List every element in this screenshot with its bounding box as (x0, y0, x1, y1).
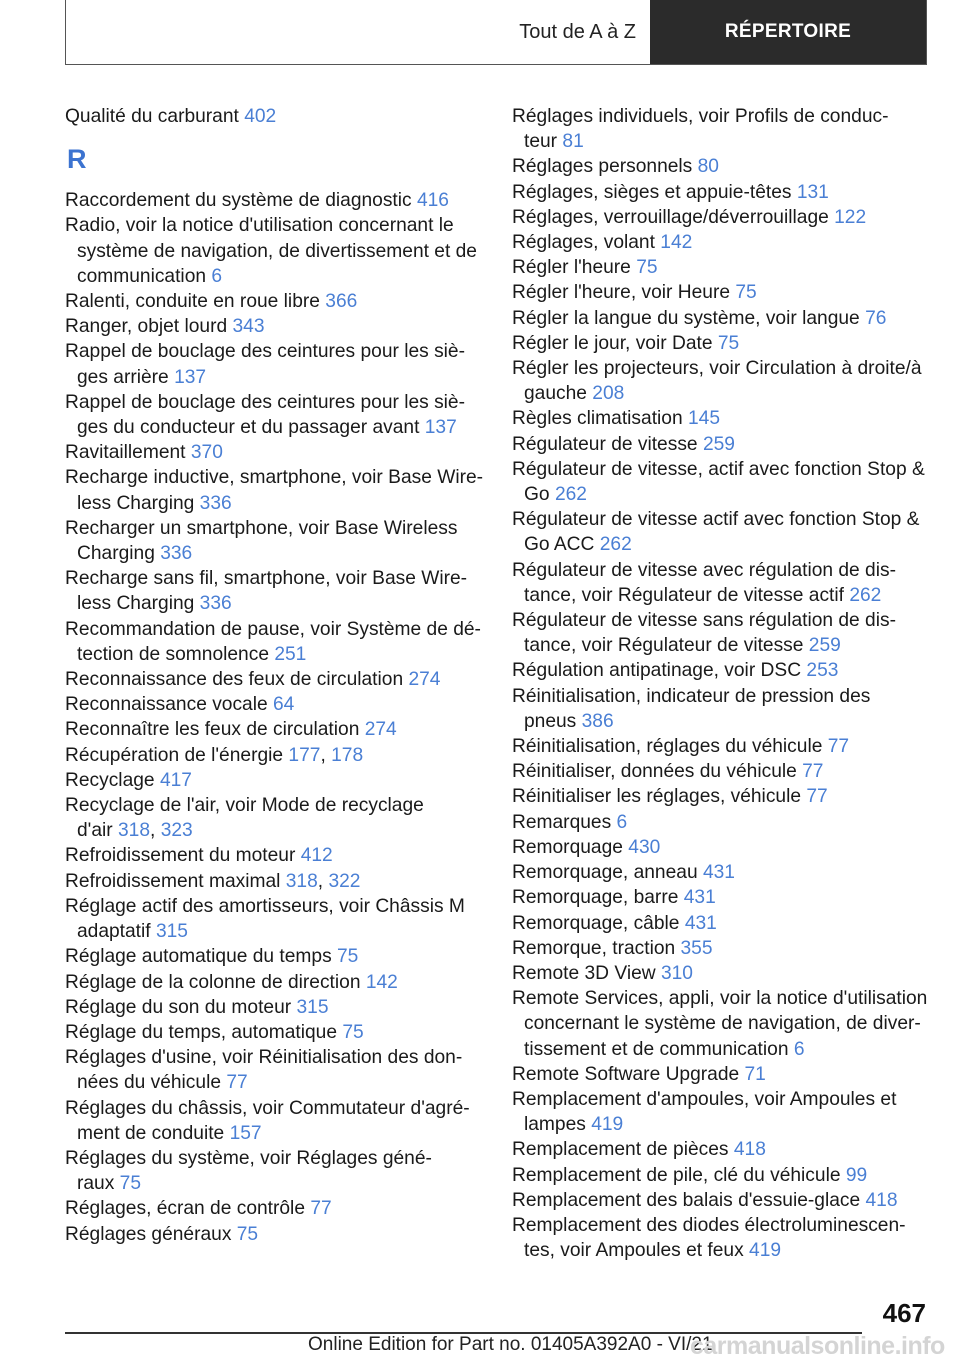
index-entry (512, 104, 932, 154)
page-link[interactable]: 75 (735, 282, 757, 304)
entry-text: Rappel de bouclage des ceintures pour les siè- (65, 341, 465, 363)
index-entry (512, 1213, 932, 1263)
page-link[interactable]: 418 (733, 1139, 766, 1161)
index-entry (65, 843, 480, 868)
page-link[interactable]: 318 (118, 820, 151, 842)
entry-text: Remote 3D View (512, 962, 656, 984)
entry-text: d'air (77, 820, 113, 842)
page-link[interactable]: 137 (424, 417, 457, 439)
page-link[interactable]: 81 (562, 131, 584, 153)
entry-text: tance, voir Régulateur de vitesse actif (524, 584, 844, 606)
entry-text: Régulateur de vitesse avec régulation de dis- (512, 559, 896, 581)
entry-text: Remorquage, barre (512, 887, 679, 909)
page-link[interactable]: 336 (199, 492, 232, 514)
index-column-right (512, 104, 932, 1263)
entry-text: concernant le système de navigation, de diver- (524, 1013, 921, 1035)
page-link[interactable]: 431 (702, 862, 735, 884)
entry-text: less Charging (77, 593, 195, 615)
index-entry: Recyclage de l'air, voir Mode de recyclage d'air 318, 323 (65, 795, 424, 842)
index-entry (65, 314, 480, 339)
entry-text: Régler les projecteurs, voir Circulation à droite/à (512, 358, 922, 380)
entry-text: Radio, voir la notice d'utilisation concernant le (65, 215, 454, 237)
entry-text: Réglages individuels, voir Profils de conduc- (512, 106, 889, 127)
entry-text: Réinitialisation, réglages du véhicule (512, 736, 823, 758)
page-link[interactable]: 336 (199, 593, 232, 615)
entry-text: système de navigation, de divertissement et de (77, 240, 477, 262)
page-number: 467 (882, 1298, 926, 1328)
page-link[interactable]: 402 (244, 106, 277, 127)
index-entry (512, 911, 932, 936)
entry-text: Régulateur de vitesse, actif avec fonction Stop & (512, 458, 925, 480)
entry-text: Remplacement des diodes électroluminescen- (512, 1214, 906, 1236)
page-link[interactable]: 77 (310, 1198, 332, 1220)
page-link[interactable]: 208 (592, 383, 625, 405)
page-link[interactable]: 6 (211, 265, 223, 287)
index-entry (65, 440, 480, 465)
page-link[interactable]: 76 (865, 307, 887, 329)
header-tabs (65, 0, 927, 65)
index-entry (512, 306, 932, 331)
page-link[interactable]: 142 (660, 232, 693, 254)
entry-text: Reconnaître les feux de circulation (65, 719, 360, 741)
page-link[interactable]: 253 (806, 660, 839, 682)
index-entry (512, 406, 932, 431)
index-entry (512, 684, 932, 734)
page-link[interactable]: 274 (364, 719, 397, 741)
index-entry (512, 558, 932, 608)
entry-text: Refroidissement maximal (65, 870, 281, 892)
page-link[interactable]: 80 (697, 156, 719, 178)
page-link[interactable]: 310 (660, 962, 693, 984)
page-link[interactable]: 75 (236, 1223, 259, 1245)
page-link[interactable]: 6 (616, 811, 628, 833)
page-link[interactable]: 259 (808, 635, 841, 657)
page-link[interactable]: 75 (119, 1173, 142, 1195)
index-entry (512, 608, 932, 658)
page-link[interactable]: 122 (834, 206, 867, 228)
page-link[interactable]: 416 (416, 190, 449, 212)
entry-text: adaptatif (77, 921, 151, 943)
entry-text: Recharge inductive, smartphone, voir Base Wire- (65, 467, 484, 489)
entry-text: Réglage de la colonne de direction (65, 971, 361, 993)
index-entry (65, 1196, 480, 1221)
page-link[interactable]: 99 (845, 1164, 868, 1186)
page-link[interactable]: 336 (160, 543, 193, 565)
entry-text: teur (524, 131, 558, 153)
entry-text: Réglages, écran de contrôle (65, 1198, 305, 1220)
page-link[interactable]: 77 (226, 1072, 248, 1094)
index-entry (512, 759, 932, 784)
tab-index[interactable]: RÉPERTOIRE (650, 0, 926, 64)
page-link[interactable]: 366 (325, 291, 358, 313)
page-link[interactable]: 75 (337, 946, 359, 968)
entry-text: tes, voir Ampoules et feux (524, 1240, 744, 1262)
index-entry (65, 944, 480, 969)
index-entry: Récupération de l'énergie 177, 178 (65, 744, 364, 766)
entry-text: Réglages personnels (512, 156, 693, 178)
entry-text: Régler l'heure (512, 257, 631, 279)
index-entry (512, 280, 932, 305)
page-link[interactable]: 323 (160, 820, 193, 842)
page-link[interactable]: 262 (849, 584, 882, 606)
page-link[interactable]: 322 (328, 870, 361, 892)
entry-text: Réglages, volant (512, 232, 655, 254)
index-entry (512, 180, 932, 205)
index-entry (65, 566, 480, 616)
entry-text: ges du conducteur et du passager avant (77, 417, 420, 439)
entry-text: Réglages d'usine, voir Réinitialisation des don- (65, 1047, 463, 1069)
entry-text: Recharger un smartphone, voir Base Wireless (65, 517, 458, 539)
entry-text: tance, voir Régulateur de vitesse (524, 635, 804, 657)
entry-text: nées du véhicule (77, 1072, 222, 1094)
page-link[interactable]: 259 (702, 433, 735, 455)
entry-text: Réglages, sièges et appuie-têtes (512, 181, 792, 203)
entry-text: Remplacement des balais d'essuie-glace (512, 1189, 861, 1211)
entry-text: Remarques (512, 811, 612, 833)
index-entry (512, 936, 932, 961)
entry-text: Ralenti, conduite en roue libre (65, 291, 320, 313)
entry-text: Remplacement de pièces (512, 1139, 729, 1161)
entry-text: Réinitialiser, données du véhicule (512, 761, 797, 783)
page-link[interactable]: 64 (273, 694, 295, 716)
page-link[interactable]: 137 (174, 366, 207, 388)
entry-text: Remote Services, appli, voir la notice d'utilisation (512, 988, 928, 1010)
page-link[interactable]: 157 (229, 1122, 262, 1144)
entry-text: Régler l'heure, voir Heure (512, 282, 731, 304)
index-entry (512, 810, 932, 835)
entry-text: Charging (77, 543, 155, 565)
page-link[interactable]: 430 (628, 836, 661, 858)
index-entry (65, 465, 484, 515)
index-entry (512, 1137, 932, 1162)
entry-text: Réglages du système, voir Réglages géné- (65, 1147, 432, 1169)
page-link[interactable]: 419 (749, 1240, 782, 1262)
index-entry (65, 717, 480, 742)
entry-text: Réglage du son du moteur (65, 996, 292, 1018)
entry-text: Remote Software Upgrade (512, 1063, 740, 1085)
index-entry (512, 1188, 932, 1213)
entry-text: Remorquage, anneau (512, 862, 698, 884)
page-link[interactable]: 412 (300, 845, 333, 867)
index-entry (65, 970, 480, 995)
entry-text: Réglage automatique du temps (65, 946, 332, 968)
index-entry (65, 768, 480, 793)
entry-text: Régulateur de vitesse sans régulation de dis- (512, 610, 896, 632)
index-entry (512, 507, 932, 557)
page-link[interactable]: 178 (331, 744, 364, 766)
index-entry (512, 784, 932, 809)
entry-text: Ravitaillement (65, 442, 186, 464)
entry-text: Reconnaissance des feux de circulation (65, 669, 404, 691)
page-link[interactable]: 75 (342, 1021, 364, 1043)
page-link[interactable]: 177 (288, 744, 321, 766)
page-link[interactable]: 145 (687, 408, 720, 430)
index-entry (512, 230, 932, 255)
entry-text: Réglages généraux (65, 1223, 232, 1245)
entry-text: Refroidissement du moteur (65, 845, 296, 867)
entry-text: Règles climatisation (512, 408, 683, 430)
entry-text: Remorquage, câble (512, 912, 680, 934)
page-link[interactable]: 75 (717, 332, 740, 354)
page-link[interactable]: 77 (802, 761, 824, 783)
page-link[interactable]: 262 (599, 534, 632, 556)
index-entry (65, 617, 480, 667)
index-entry (512, 255, 932, 280)
entry-text: ment de conduite (77, 1122, 225, 1144)
entry-text: Remplacement de pile, clé du véhicule (512, 1164, 841, 1186)
index-entry (512, 1087, 932, 1137)
index-entry: Refroidissement maximal 318, 322 (65, 870, 361, 892)
entry-text: Réinitialisation, indicateur de pression des (512, 685, 871, 707)
page-link[interactable]: 251 (274, 643, 307, 665)
index-entry (512, 835, 932, 860)
index-entry (65, 692, 480, 717)
index-entry (65, 1020, 480, 1045)
entry-text: lampes (524, 1114, 586, 1136)
page-link[interactable]: 355 (680, 937, 713, 959)
entry-text: Qualité du carburant (65, 106, 239, 127)
tab-a-to-z[interactable]: Tout de A à Z (66, 0, 650, 64)
page-link[interactable]: 6 (793, 1038, 805, 1060)
entry-text: Raccordement du système de diagnostic (65, 190, 412, 212)
page-link[interactable]: 77 (806, 786, 828, 808)
page-link[interactable]: 274 (408, 669, 441, 691)
index-entry (512, 885, 932, 910)
index-entry (65, 1045, 480, 1095)
page-link[interactable]: 386 (581, 710, 614, 732)
entry-text: Recommandation de pause, voir Système de dé- (65, 618, 481, 640)
watermark: carmanualsonline.info (690, 1332, 945, 1360)
entry-text: Remorquage (512, 836, 623, 858)
entry-text: Réglage actif des amortisseurs, voir Châssis M (65, 895, 465, 917)
entry-text: Régulateur de vitesse actif avec fonction Stop & (512, 509, 920, 531)
index-entry (512, 1163, 932, 1188)
index-entry (512, 986, 932, 1062)
entry-text: Remorque, traction (512, 937, 676, 959)
page-link[interactable]: 419 (591, 1114, 624, 1136)
page-link[interactable]: 77 (827, 736, 850, 758)
index-entry (512, 205, 932, 230)
page-link[interactable]: 315 (296, 996, 329, 1018)
index-entry (512, 154, 932, 179)
index-entry (65, 667, 480, 692)
page-link[interactable]: 75 (636, 257, 658, 279)
index-entry (65, 894, 480, 944)
entry-text: Rappel de bouclage des ceintures pour les siè- (65, 391, 465, 413)
entry-text: tissement et de communication (524, 1038, 789, 1060)
index-entry (512, 457, 932, 507)
entry-text: Réinitialiser les réglages, véhicule (512, 786, 802, 808)
entry-text: Régulateur de vitesse (512, 433, 698, 455)
index-entry (65, 995, 480, 1020)
index-entry (512, 432, 932, 457)
index-entry (65, 1096, 480, 1146)
index-entry (512, 356, 932, 406)
index-entry (65, 289, 480, 314)
index-entry (512, 860, 932, 885)
page-link[interactable]: 262 (554, 484, 587, 506)
entry-text: Réglage du temps, automatique (65, 1021, 337, 1043)
page-link[interactable]: 131 (796, 181, 829, 203)
index-entry (65, 213, 480, 289)
index-entry (512, 331, 932, 356)
entry-text: Régler le jour, voir Date (512, 332, 713, 354)
index-entry (65, 1146, 480, 1196)
entry-text: Ranger, objet lourd (65, 316, 228, 338)
entry-text: less Charging (77, 492, 195, 514)
entry-text: tection de somnolence (77, 643, 269, 665)
page-link[interactable]: 71 (744, 1063, 766, 1085)
entry-text: Remplacement d'ampoules, voir Ampoules et (512, 1088, 897, 1110)
index-entry (512, 658, 932, 683)
entry-text: raux (77, 1173, 115, 1195)
entry-text: Reconnaissance vocale (65, 694, 268, 716)
entry-text: Go ACC (524, 534, 595, 556)
index-entry (65, 1222, 480, 1247)
page-link[interactable]: 431 (684, 912, 717, 934)
page-link[interactable]: 318 (285, 870, 318, 892)
page-link[interactable]: 417 (159, 769, 192, 791)
entry-text: communication (77, 265, 207, 287)
page-link[interactable]: 431 (683, 887, 716, 909)
entry-text: ges arrière (77, 366, 169, 388)
entry-text: pneus (524, 710, 577, 732)
page-link[interactable]: 315 (155, 921, 188, 943)
entry-text: Recyclage de l'air, voir Mode de recyclage (65, 795, 424, 817)
page-link[interactable]: 370 (190, 442, 223, 464)
entry-text: Récupération de l'énergie (65, 744, 284, 766)
index-entry (512, 734, 932, 759)
page-link[interactable]: 142 (365, 971, 398, 993)
entry-text: Go (524, 484, 550, 506)
page-link[interactable]: 343 (232, 316, 265, 338)
entry-text: Recyclage (65, 769, 155, 791)
index-entry (65, 104, 480, 129)
entry-text: Recharge sans fil, smartphone, voir Base Wire- (65, 568, 468, 590)
page-link[interactable]: 418 (865, 1189, 898, 1211)
entry-text: Régler la langue du système, voir langue (512, 307, 860, 329)
index-column-left (65, 104, 484, 1247)
index-letter-heading: R (67, 144, 87, 175)
index-entry (512, 961, 932, 986)
index-entry (65, 390, 480, 440)
entry-text: Régulation antipatinage, voir DSC (512, 660, 802, 682)
index-entry (65, 339, 480, 389)
index-entry (65, 516, 480, 566)
entry-text: Réglages, verrouillage/déverrouillage (512, 206, 829, 228)
index-entry (65, 188, 480, 213)
entry-text: Réglages du châssis, voir Commutateur d'agré- (65, 1097, 470, 1119)
entry-text: gauche (524, 383, 587, 405)
edition-text: Online Edition for Part no. 01405A392A0 - VI/21 (308, 1334, 713, 1355)
index-entry (512, 1062, 932, 1087)
